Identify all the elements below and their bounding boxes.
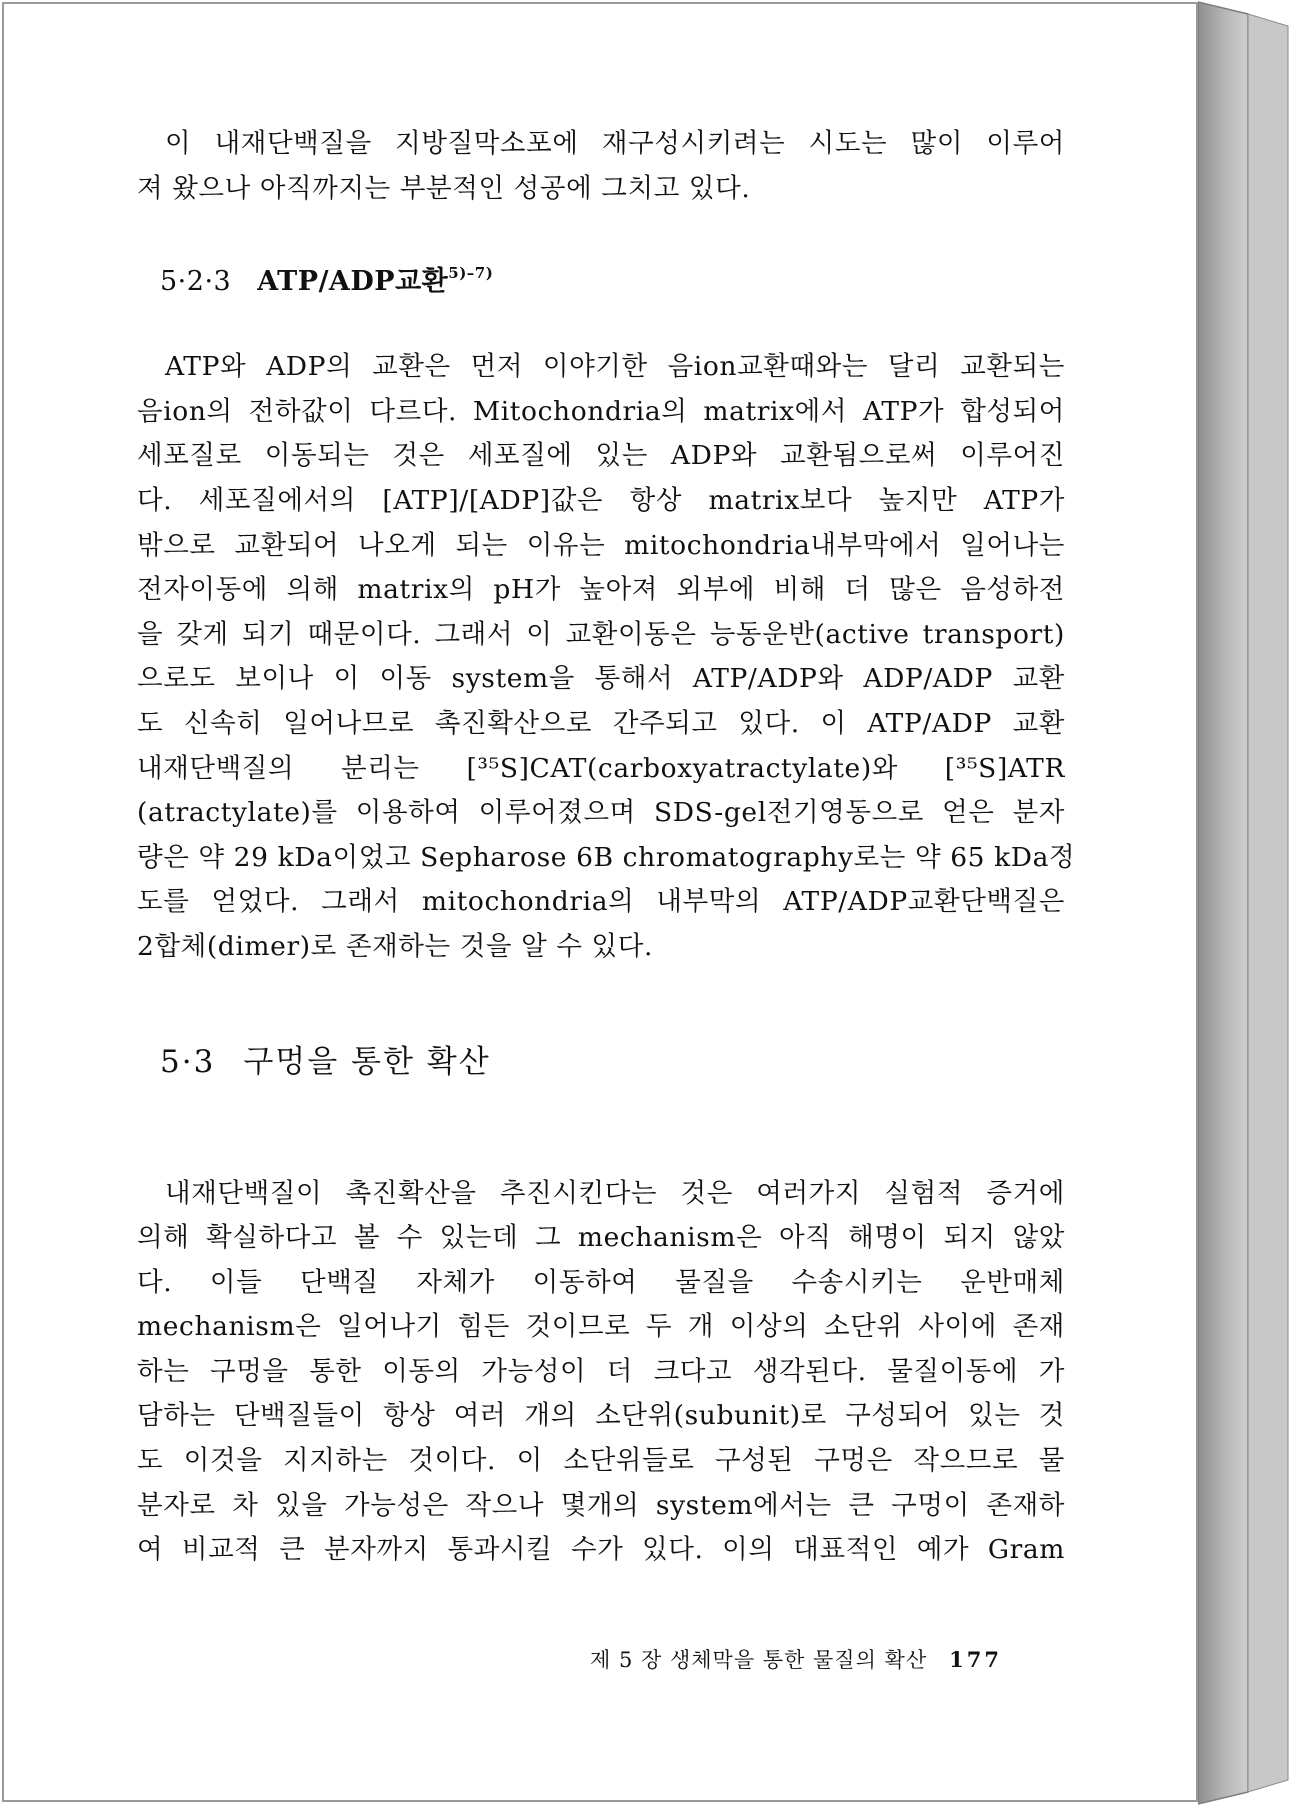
text-line: 내재단백질의 분리는 [³⁵S]CAT(carboxyatractylate)와 [³⁵S]ATR: [137, 752, 1065, 784]
text-line: 분자로 차 있을 가능성은 작으나 몇개의 system에서는 큰 구멍이 존재하: [137, 1489, 1065, 1521]
section-title: ATP/ADP교환: [257, 266, 449, 298]
running-footer: [590, 1644, 1002, 1674]
section-number: 5·2·3: [160, 266, 232, 298]
text-line: (atractylate)를 이용하여 이루어졌으며 SDS-gel전기영동으로 얻은 분자: [137, 797, 1065, 829]
book-page: [2, 2, 1198, 1802]
page-content: [137, 122, 1076, 1573]
text-line: 내재단백질이 촉진확산을 추진시킨다는 것은 여러가지 실험적 증거에: [165, 1177, 1065, 1209]
text-line: 2합체(dimer)로 존재하는 것을 알 수 있다.: [137, 930, 653, 962]
text-line: 도를 얻었다. 그래서 mitochondria의 내부막의 ATP/ADP교환단백질은: [137, 886, 1065, 918]
text-line: 하는 구멍을 통한 이동의 가능성이 더 크다고 생각된다. 물질이동에 가: [137, 1355, 1065, 1387]
text-line: 음ion의 전하값이 다르다. Mitochondria의 matrix에서 ATP가 합성되어: [137, 395, 1065, 427]
section-heading-5-3: [160, 1032, 1065, 1092]
paragraph-intro: [137, 122, 1065, 211]
paragraph-atp-adp: [137, 345, 1076, 969]
text-line: 밖으로 교환되어 나오게 되는 이유는 mitochondria내부막에서 일어나는: [137, 529, 1065, 561]
text-line: 이 내재단백질을 지방질막소포에 재구성시키려는 시도는 많이 이루어: [165, 128, 1065, 159]
text-line: 으로도 보이나 이 이동 system을 통해서 ATP/ADP와 ADP/ADP 교환: [137, 663, 1065, 695]
text-line: 져 왔으나 아직까지는 부분적인 성공에 그치고 있다.: [137, 172, 751, 204]
text-line: 도 이것을 지지하는 것이다. 이 소단위들로 구성된 구멍은 작으므로 물: [137, 1445, 1065, 1477]
text-line: 도 신속히 일어나므로 촉진확산으로 간주되고 있다. 이 ATP/ADP 교환: [137, 707, 1065, 739]
chapter-title: 제 5 장 생체막을 통한 물질의 확산: [590, 1648, 928, 1672]
text-line: 여 비교적 큰 분자까지 통과시킬 수가 있다. 이의 대표적인 예가 Gram: [137, 1534, 1065, 1566]
text-line: 의해 확실하다고 볼 수 있는데 그 mechanism은 아직 해명이 되지 않았: [137, 1222, 1065, 1254]
text-line: 량은 약 29 kDa이었고 Sepharose 6B chromatography로는 약 65 kDa정: [137, 841, 1076, 873]
section-number: 5·3: [160, 1043, 216, 1080]
section-title: 구멍을 통한 확산: [243, 1043, 491, 1080]
text-line: 다. 이들 단백질 자체가 이동하여 물질을 수송시키는 운반매체: [137, 1266, 1065, 1298]
paragraph-pore-diffusion: [137, 1172, 1065, 1573]
text-line: 세포질로 이동되는 것은 세포질에 있는 ADP와 교환됨으로써 이루어진: [137, 440, 1065, 472]
page-number: 177: [949, 1647, 1002, 1672]
reference-superscript: 5)–7): [448, 264, 494, 283]
text-line: 을 갖게 되기 때문이다. 그래서 이 교환이동은 능동운반(active transport): [137, 618, 1065, 650]
text-line: 다. 세포질에서의 [ATP]/[ADP]값은 항상 matrix보다 높지만 ATP가: [137, 484, 1065, 516]
text-line: mechanism은 일어나기 힘든 것이므로 두 개 이상의 소단위 사이에 존재: [137, 1311, 1065, 1343]
text-line: 담하는 단백질들이 항상 여러 개의 소단위(subunit)로 구성되어 있는 것: [137, 1400, 1065, 1432]
section-heading-5-2-3: [160, 251, 1065, 298]
text-line: 전자이동에 의해 matrix의 pH가 높아져 외부에 비해 더 많은 음성하전: [137, 574, 1065, 606]
book-spine: [1198, 0, 1292, 1806]
text-line: ATP와 ADP의 교환은 먼저 이야기한 음ion교환때와는 달리 교환되는: [165, 351, 1066, 383]
